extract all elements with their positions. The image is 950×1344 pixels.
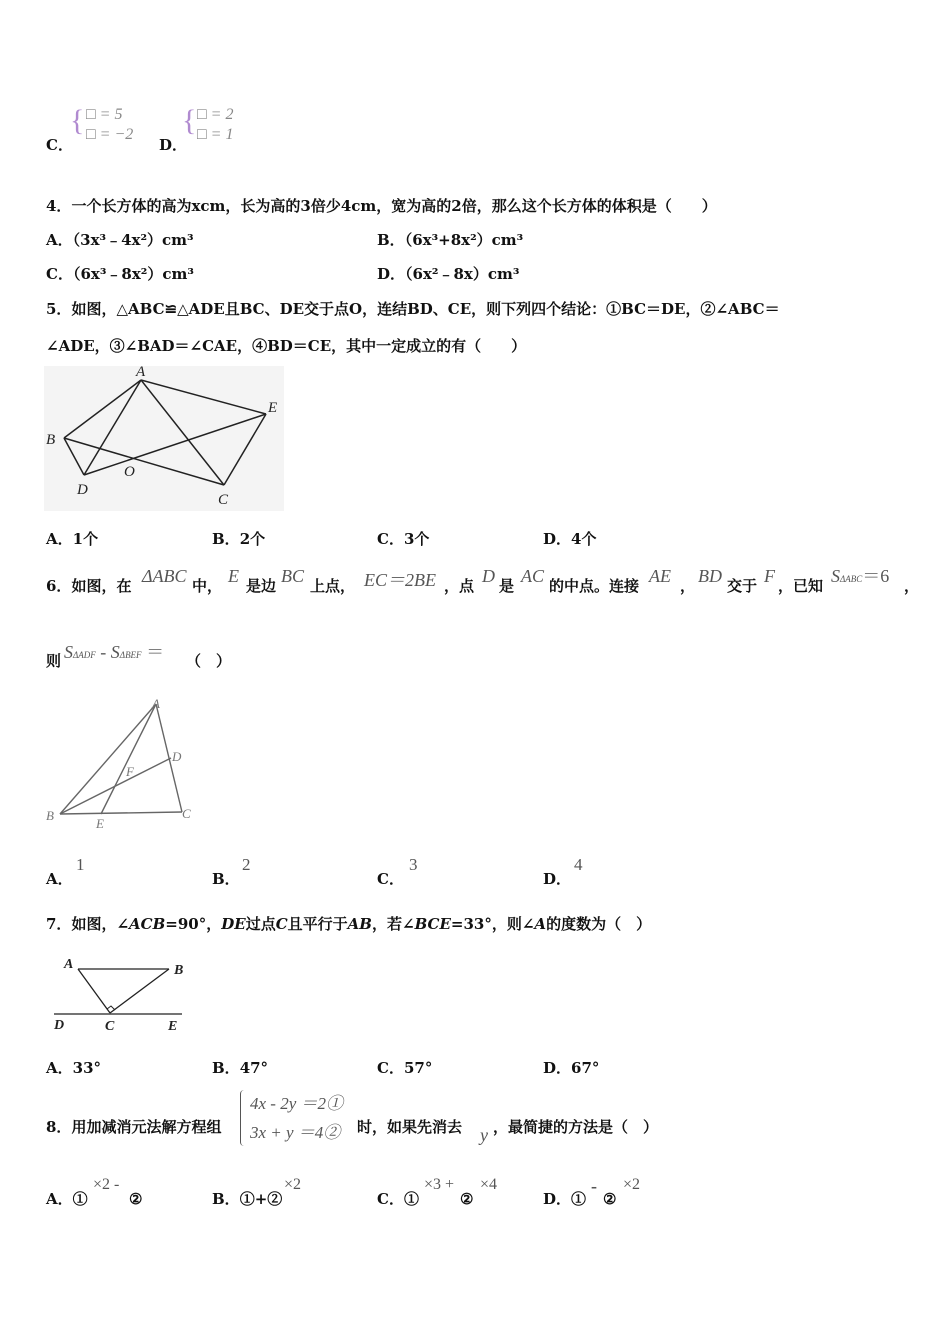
q7-label-b: B [174,963,184,978]
q6-line2-expr [64,638,164,664]
q7-label-c: C [105,1019,115,1034]
q4-stem-text: 一个长方体的高为xcm，长为高的3倍少4cm，宽为高的2倍，那么这个长方体的体积是（ ） [71,197,717,215]
q5-seg-ae [141,380,266,414]
q6-number-and-intro [46,576,131,596]
q6-option-c-value: 3 [409,855,418,874]
q6-text-8: ， [680,577,696,595]
q5-stem-line1 [46,299,780,319]
q6-l2-s2: S [110,642,120,662]
q7-text-1: 如图，∠ [71,915,130,933]
q7-text-6: =33°，则∠ [450,915,535,933]
q5-option-b [212,529,265,549]
q7-option-d [543,1058,599,1078]
q8-option-c-op: ×3 + [424,1176,455,1193]
q6-text-3: 是边 [246,577,277,595]
q8-option-a-part1: ① [72,1190,88,1208]
q6-math-ac: AC [521,566,545,586]
q8-option-d-part2: ② [603,1190,617,1208]
q8-option-a [46,1189,88,1209]
q3-option-c-brace: { [70,104,85,137]
q5-seg-ad [84,380,141,475]
q5-option-d-text: 4个 [571,530,597,548]
q7-option-b [212,1058,268,1078]
q7-option-a [46,1058,101,1078]
q3-option-c-label: C． [46,136,73,154]
q7-option-c [377,1058,432,1078]
q5-option-a [46,529,98,549]
q6-option-d-label: D． [543,870,572,888]
q8-option-b-part1: ①+② [239,1190,283,1208]
q7-math-de: DE [221,915,246,933]
q6-text-11: ， [904,577,920,595]
q6-text-7: 的中点。连接 [549,577,640,595]
q7-text-7: 的度数为（ ） [546,915,652,933]
q4-option-c-text: （6x³﹣8x²）cm³ [72,265,194,283]
q6-text-2: 中， [192,577,223,595]
q6-l2-sub2: ΔBEF [119,650,142,660]
q6-line2-pre: 则 [46,652,62,670]
q7-option-a-text: 33° [72,1059,102,1077]
q4-number: 4． [46,197,72,215]
q6-label-e: E [96,816,104,831]
q8-option-a-op: ×2 - [93,1176,120,1193]
q7-right-angle-mark [107,1006,115,1010]
q8-option-d-part1: ① [571,1190,587,1208]
q4-option-c [46,264,194,284]
q5-label-d: D [77,482,88,498]
q7-number: 7． [46,915,72,933]
q7-text-4: 且平行于 [287,915,348,933]
q8-system-brace [240,1090,244,1146]
q6-s-subscript: ΔABC [840,574,863,584]
q5-option-b-text: 2个 [239,530,266,548]
q6-label-d: D [172,749,182,764]
q8-eq2: 3x + y ＝4② [250,1123,341,1142]
q4-option-b-text: （6x³+8x²）cm³ [404,231,524,249]
q5-label-e: E [268,400,278,416]
q6-option-a-value: 1 [76,855,85,874]
q8-option-b-op: ×2 [284,1176,302,1193]
q5-option-c-label: C． [377,530,404,548]
q8-stem-intro [46,1117,221,1137]
q8-option-c-part2: ② [460,1190,474,1208]
q8-option-d [543,1189,586,1209]
q6-s-equals: ＝6 [862,566,890,586]
q7-option-d-label: D． [543,1059,572,1077]
q6-math-bc: BC [281,566,305,586]
q5-option-a-label: A． [46,530,73,548]
q5-option-d-label: D． [543,530,572,548]
q5-label-b: B [46,432,56,448]
q7-label-d: D [54,1018,65,1033]
q5-option-c [377,529,429,549]
q6-math-d: D [482,566,495,586]
q6-l2-sub1: ΔADF [73,650,96,660]
q8-eq1: 4x - 2y ＝2① [250,1094,344,1113]
q4-option-b-label: B． [377,231,405,249]
q5-seg-ab [64,380,141,438]
q7-text-3: 过点 [245,915,276,933]
q6-label-f: F [126,764,134,779]
q6-seg-ab [60,704,156,814]
q6-option-a-label: A． [46,870,73,888]
q4-option-d-text: （6x²﹣8x）cm³ [405,265,520,283]
q5-number: 5． [46,300,72,318]
q4-option-a-text: （3x³﹣4x²）cm³ [72,231,194,249]
q6-label-a: A [152,696,160,711]
q7-option-d-text: 67° [571,1059,600,1077]
q4-option-c-label: C． [46,265,73,283]
q7-math-c: C [275,915,288,933]
q8-number: 8． [46,1118,72,1136]
q7-option-c-label: C． [377,1059,404,1077]
q6-label-c: C [182,806,191,821]
q8-option-d-label: D． [543,1190,572,1208]
q7-math-bce: BCE [414,915,451,933]
q4-option-d-label: D． [377,265,406,283]
q7-option-c-text: 57° [403,1059,433,1077]
q8-text-1: 用加减消元法解方程组 [71,1118,222,1136]
q8-option-a-label: A． [46,1190,73,1208]
q5-option-a-text: 1个 [72,530,99,548]
q8-var-y: y [480,1125,488,1145]
q5-stem-line2: ∠ADE，③∠BAD＝∠CAE，④BD＝CE，其中一定成立的有（ ） [46,337,527,355]
q5-label-c: C [218,492,229,508]
q5-seg-ce [224,414,266,485]
q6-label-b: B [46,808,54,823]
q5-option-b-label: B． [212,530,240,548]
q6-math-ae: AE [649,566,671,586]
q8-option-c-label: C． [377,1190,404,1208]
q7-seg-ac [78,969,110,1013]
q8-option-b-label: B． [212,1190,240,1208]
q6-text-10: ，已知 [778,577,824,595]
q6-l2-minus: - [100,642,107,662]
q5-label-a: A [136,364,146,380]
q6-math-abc: ΔABC [142,566,187,586]
q6-s-letter: S [831,566,840,586]
q7-figure [44,950,194,1038]
q6-l2-s1: S [64,642,73,662]
q8-option-b [212,1189,282,1209]
q6-number: 6． [46,577,72,595]
q7-option-b-text: 47° [239,1059,269,1077]
q6-text-4: 上点， [310,577,356,595]
q3-option-d-line1: □ = 2 [197,106,234,123]
q3-option-d-label: D． [159,136,188,154]
q6-option-c-label: C． [377,870,404,888]
q7-math-ab: AB [347,915,372,933]
q6-text-6: 是 [499,577,515,595]
q6-text-9: 交于 [727,577,758,595]
q7-stem [46,914,651,934]
q3-option-c-line2: □ = −2 [86,126,134,143]
q8-text-3: ，最简捷的方法是（ ） [493,1118,659,1136]
q8-option-a-part2: ② [129,1190,143,1208]
q6-math-f: F [764,566,775,586]
q6-text-5: ，点 [444,577,475,595]
q7-text-2: =90°， [165,915,222,933]
q6-math-ec: EC＝2BE [364,570,436,590]
q3-option-d-brace: { [182,104,197,137]
q5-option-d [543,529,596,549]
q4-option-a-label: A． [46,231,73,249]
q4-stem [46,196,717,216]
q5-option-c-text: 3个 [403,530,430,548]
q4-option-b [377,230,523,250]
q6-figure [44,694,204,834]
q6-option-b-value: 2 [242,855,251,874]
q8-option-d-tail: ×2 [623,1176,641,1193]
q6-seg-ae [101,704,156,814]
q5-stem-line1-text: 如图，△ABC≌△ADE且BC、DE交于点O，连结BD、CE，则下列四个结论：①BC＝DE，②∠ABC＝ [71,300,780,318]
q7-option-a-label: A． [46,1059,73,1077]
q4-option-a [46,230,194,250]
q8-option-c [377,1189,419,1209]
q7-text-5: ，若∠ [372,915,415,933]
q6-text-1: 如图，在 [71,577,132,595]
q3-option-d-line2: □ = 1 [197,126,234,143]
q7-option-b-label: B． [212,1059,240,1077]
q8-option-d-op: - [591,1176,597,1196]
q8-option-c-part1: ① [403,1190,419,1208]
q3-option-c-line1: □ = 5 [86,106,123,123]
q6-line2-post: （ ） [186,652,232,670]
q6-option-d-value: 4 [574,855,583,874]
q7-math-a: A [534,915,547,933]
q6-math-e: E [228,566,239,586]
q5-label-o: O [124,464,135,480]
q6-math-s-abc [831,562,889,588]
q7-label-e: E [168,1019,178,1034]
q6-math-bd: BD [698,566,722,586]
q8-option-c-tail: ×4 [480,1176,498,1193]
q7-label-a: A [64,957,74,972]
q6-option-b-label: B． [212,870,240,888]
q6-seg-bc [60,812,182,814]
q6-l2-eq: ＝ [146,642,165,662]
q4-option-d [377,264,519,284]
q8-text-2: 时，如果先消去 [357,1118,463,1136]
q7-math-acb: ACB [129,915,166,933]
q5-seg-bc [64,438,224,485]
q7-seg-bc [110,969,169,1013]
q5-figure [44,362,289,514]
q6-seg-bd [60,758,171,814]
